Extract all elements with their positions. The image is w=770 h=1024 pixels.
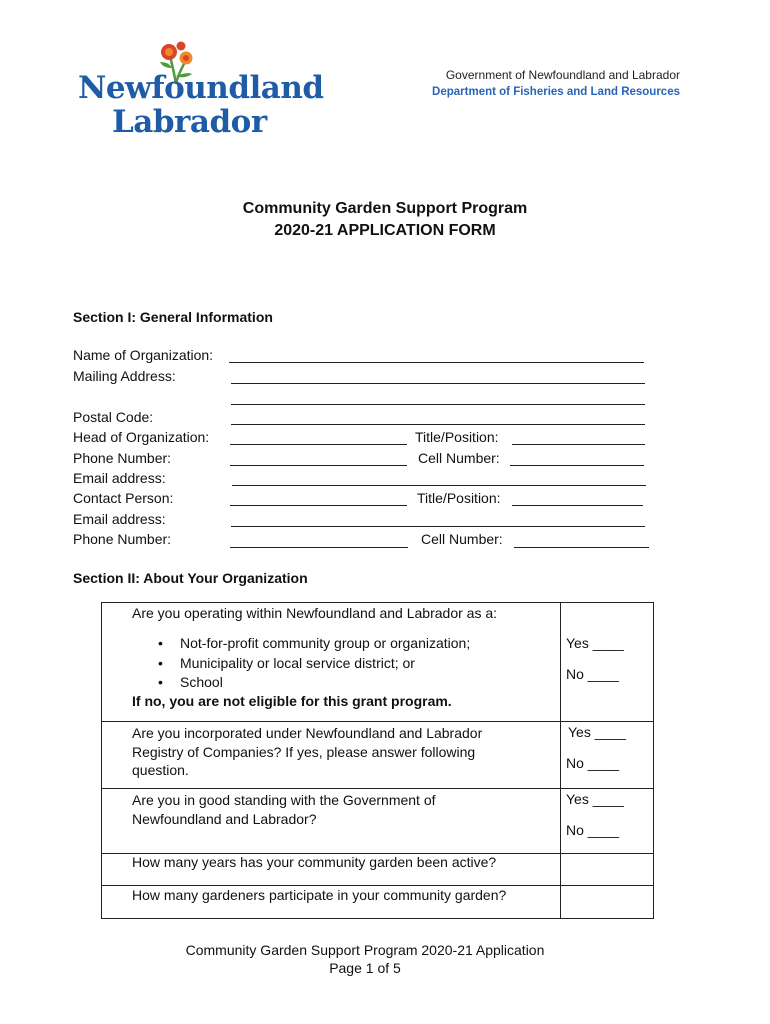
- contact-email-address-field[interactable]: [231, 526, 645, 527]
- government-name: Government of Newfoundland and Labrador: [445, 68, 680, 82]
- section1-heading: Section I: General Information: [73, 309, 273, 325]
- email-address-field[interactable]: [232, 485, 646, 486]
- list-item: [158, 674, 223, 690]
- list-item: [158, 655, 415, 671]
- q3-no-answer[interactable]: No ____: [566, 822, 619, 838]
- question-gardener-count: How many gardeners participate in your community garden?: [132, 887, 507, 903]
- department-name: Department of Fisheries and Land Resources: [432, 86, 680, 98]
- table-row-divider: [101, 721, 654, 722]
- bullet-text: Not-for-profit community group or organization;: [180, 635, 471, 651]
- q1-no-answer[interactable]: No ____: [566, 666, 619, 682]
- question-years-active: How many years has your community garden been active?: [132, 854, 497, 870]
- contact-email-address-label: Email address:: [73, 511, 166, 527]
- eligibility-note: If no, you are not eligible for this grant program.: [132, 693, 452, 709]
- contact-person-label: Contact Person:: [73, 490, 174, 506]
- section2-heading: Section II: About Your Organization: [73, 570, 308, 586]
- title-position-field[interactable]: [512, 444, 645, 445]
- contact-title-position-field[interactable]: [512, 505, 643, 506]
- head-of-organization-label: Head of Organization:: [73, 429, 210, 445]
- cell-number-label: Cell Number:: [418, 450, 500, 466]
- logo-text-newfoundland: Newfoundland: [78, 70, 324, 106]
- form-subtitle: 2020-21 APPLICATION FORM: [274, 222, 496, 239]
- question-incorporated: Are you incorporated under Newfoundland and Labrador Registry of Companies? If yes, please answer following question.: [132, 725, 483, 778]
- list-item: [158, 635, 470, 651]
- mailing-address-field-2[interactable]: [231, 404, 645, 405]
- footer-page-number: Page 1 of 5: [329, 960, 401, 976]
- phone-number-label: Phone Number:: [73, 450, 172, 466]
- email-address-label: Email address:: [73, 470, 166, 486]
- name-of-organization-field[interactable]: [229, 362, 644, 363]
- head-of-organization-field[interactable]: [230, 444, 407, 445]
- bullet-icon: •: [158, 655, 163, 671]
- contact-cell-number-label: Cell Number:: [421, 531, 503, 547]
- bullet-icon: •: [158, 635, 163, 651]
- title-position-label: Title/Position:: [415, 429, 499, 445]
- postal-code-field[interactable]: [231, 424, 645, 425]
- name-of-organization-label: Name of Organization:: [73, 347, 214, 363]
- bullet-text: Municipality or local service district; or: [180, 655, 415, 671]
- contact-cell-number-field[interactable]: [514, 547, 649, 548]
- footer-program-name: Community Garden Support Program 2020-21 Application: [185, 942, 545, 958]
- q3-yes-answer[interactable]: Yes ____: [566, 791, 624, 807]
- form-title: Community Garden Support Program: [242, 200, 528, 217]
- contact-phone-number-field[interactable]: [230, 547, 408, 548]
- mailing-address-field-1[interactable]: [231, 383, 645, 384]
- cell-number-field[interactable]: [510, 465, 644, 466]
- logo-text-labrador: Labrador: [112, 104, 267, 140]
- question-good-standing: Are you in good standing with the Government of Newfoundland and Labrador?: [132, 792, 436, 827]
- contact-person-field[interactable]: [230, 505, 407, 506]
- gardener-count-answer-cell[interactable]: [561, 886, 653, 918]
- years-active-answer-cell[interactable]: [561, 854, 653, 884]
- mailing-address-label: Mailing Address:: [73, 368, 176, 384]
- table-row-divider: [101, 788, 654, 789]
- postal-code-label: Postal Code:: [73, 409, 154, 425]
- question-operating-in-nl: Are you operating within Newfoundland and Labrador as a:: [132, 605, 498, 621]
- q2-yes-answer[interactable]: Yes ____: [568, 724, 626, 740]
- contact-phone-number-label: Phone Number:: [73, 531, 172, 547]
- bullet-text: School: [180, 674, 223, 690]
- contact-title-position-label: Title/Position:: [417, 490, 501, 506]
- bullet-icon: •: [158, 674, 163, 690]
- phone-number-field[interactable]: [230, 465, 407, 466]
- q2-no-answer[interactable]: No ____: [566, 755, 619, 771]
- q1-yes-answer[interactable]: Yes ____: [566, 635, 624, 651]
